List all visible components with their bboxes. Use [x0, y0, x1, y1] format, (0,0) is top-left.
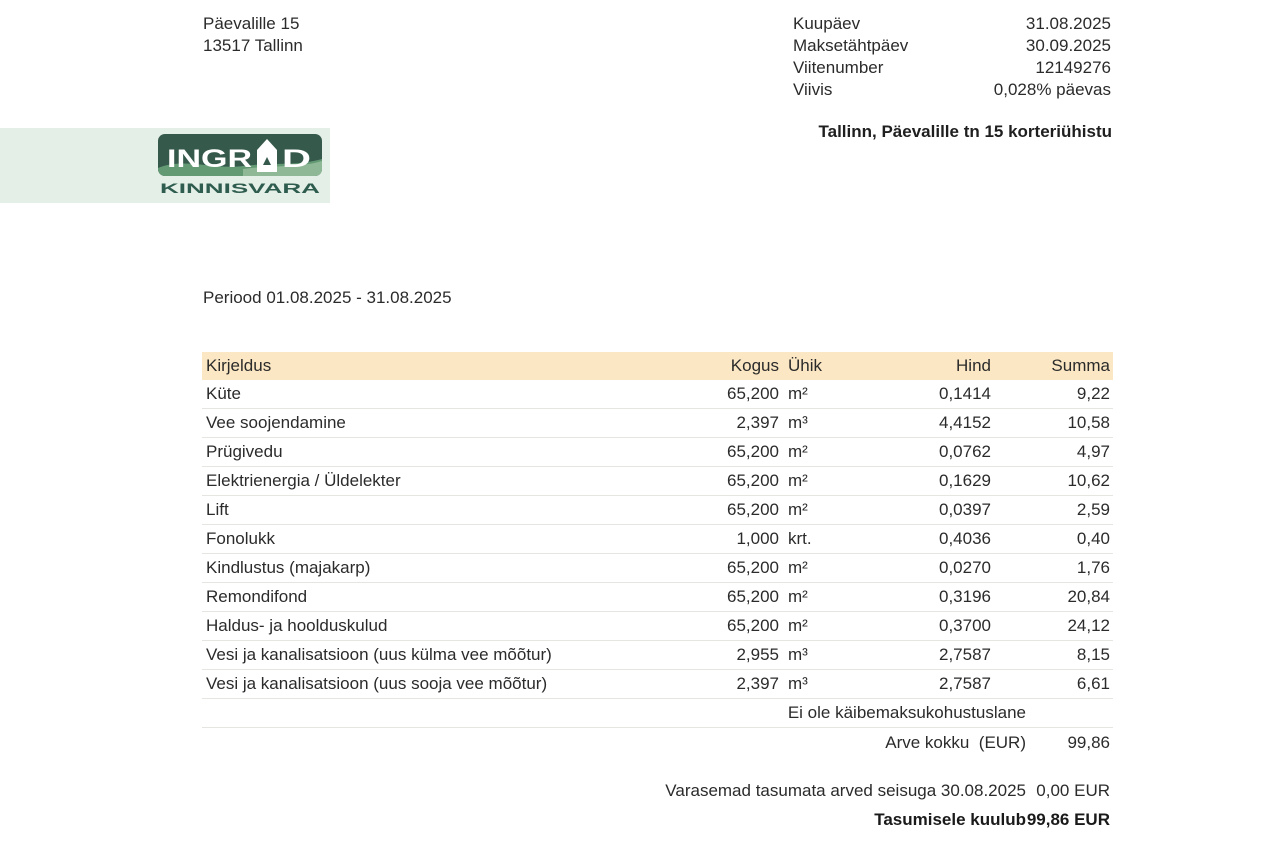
- meta-label-date: Kuupäev: [793, 14, 861, 33]
- table-row: [202, 467, 1113, 496]
- meta-value-due-date: 30.09.2025: [1025, 36, 1111, 55]
- row-hind: 0,3196: [939, 587, 991, 606]
- row-kirjeldus: Lift: [206, 500, 229, 519]
- meta-label-due-date: Maksetähtpäev: [793, 36, 909, 55]
- row-yhik: m³: [788, 674, 808, 693]
- row-kirjeldus: Vee soojendamine: [206, 413, 346, 432]
- row-kogus: 65,200: [727, 384, 779, 403]
- sender-address-line2: 13517 Tallinn: [203, 36, 303, 55]
- row-kogus: 2,955: [736, 645, 779, 664]
- invoice-total-row: [202, 728, 1113, 757]
- row-kogus: 65,200: [727, 587, 779, 606]
- row-kogus: 65,200: [727, 558, 779, 577]
- amount-due-value: 99,86 EUR: [1026, 809, 1110, 829]
- meta-value-reference-number: 12149276: [1035, 58, 1111, 77]
- row-kirjeldus: Kindlustus (majakarp): [206, 558, 371, 577]
- row-kirjeldus: Fonolukk: [206, 529, 275, 548]
- previous-unpaid-label: Varasemad tasumata arved seisuga 30.08.2025: [665, 780, 1026, 800]
- company-logo: [0, 128, 330, 203]
- row-kirjeldus: Vesi ja kanalisatsioon (uus külma vee mõõtur): [206, 645, 552, 664]
- row-hind: 4,4152: [939, 413, 991, 432]
- logo-title-right: D: [282, 145, 311, 173]
- invoice-total-label: Arve kokku (EUR): [885, 732, 1026, 752]
- row-summa: 4,97: [1076, 442, 1110, 461]
- sender-address-line1: Päevalille 15: [203, 14, 300, 33]
- row-summa: 1,76: [1076, 558, 1110, 577]
- row-kogus: 65,200: [727, 442, 779, 461]
- row-summa: 2,59: [1076, 500, 1110, 519]
- row-summa: 24,12: [1067, 616, 1110, 635]
- previous-unpaid-value: 0,00 EUR: [1036, 780, 1110, 800]
- table-row: [202, 583, 1113, 612]
- row-hind: 2,7587: [939, 645, 991, 664]
- table-row: [202, 380, 1113, 409]
- row-yhik: m²: [788, 471, 808, 490]
- row-kogus: 65,200: [727, 500, 779, 519]
- row-hind: 0,4036: [939, 529, 991, 548]
- row-kirjeldus: Elektrienergia / Üldelekter: [206, 471, 401, 490]
- meta-row-date: [793, 13, 1111, 35]
- logo-subtitle: KINNISVARA: [160, 181, 321, 196]
- charges-table-header: [202, 352, 1113, 380]
- row-kirjeldus: Küte: [206, 384, 241, 403]
- meta-value-date: 31.08.2025: [1025, 14, 1111, 33]
- meta-label-late-fee: Viivis: [793, 80, 833, 99]
- row-yhik: m³: [788, 645, 808, 664]
- row-hind: 0,1414: [939, 384, 991, 403]
- meta-value-late-fee: 0,028% päevas: [993, 80, 1111, 99]
- row-yhik: m²: [788, 442, 808, 461]
- table-row: [202, 612, 1113, 641]
- charges-table: [202, 352, 1113, 757]
- bottom-summary: [202, 776, 1113, 834]
- row-summa: 9,22: [1076, 384, 1110, 403]
- table-row: [202, 525, 1113, 554]
- row-yhik: m²: [788, 384, 808, 403]
- vat-note-row: [202, 699, 1113, 728]
- meta-row-due-date: [793, 35, 1111, 57]
- sender-address: [203, 13, 303, 57]
- header-summa: Summa: [1051, 356, 1110, 375]
- table-row: [202, 409, 1113, 438]
- amount-due-row: [202, 805, 1113, 834]
- row-yhik: krt.: [788, 529, 812, 548]
- row-hind: 2,7587: [939, 674, 991, 693]
- row-hind: 0,0270: [939, 558, 991, 577]
- table-row: [202, 496, 1113, 525]
- table-row: [202, 554, 1113, 583]
- row-summa: 6,61: [1076, 674, 1110, 693]
- row-summa: 8,15: [1076, 645, 1110, 664]
- row-hind: 0,0397: [939, 500, 991, 519]
- amount-due-label: Tasumisele kuulub: [874, 809, 1026, 829]
- meta-row-late-fee: [793, 79, 1111, 101]
- table-row: [202, 670, 1113, 699]
- header-yhik: Ühik: [788, 356, 823, 375]
- previous-unpaid-row: [202, 776, 1113, 805]
- vat-note: Ei ole käibemaksukohustuslane: [787, 703, 1026, 722]
- header-kirjeldus: Kirjeldus: [206, 356, 272, 375]
- header-kogus: Kogus: [730, 356, 779, 375]
- row-kirjeldus: Remondifond: [206, 587, 308, 606]
- row-yhik: m³: [788, 413, 808, 432]
- row-summa: 20,84: [1067, 587, 1110, 606]
- invoice-meta: [793, 13, 1111, 101]
- row-yhik: m²: [788, 500, 808, 519]
- row-kogus: 2,397: [736, 674, 779, 693]
- charges-table-body: [202, 380, 1113, 699]
- row-summa: 10,62: [1067, 471, 1110, 490]
- invoice-total-value: 99,86: [1067, 732, 1110, 752]
- row-yhik: m²: [788, 616, 808, 635]
- row-kirjeldus: Haldus- ja hoolduskulud: [206, 616, 388, 635]
- row-kogus: 65,200: [727, 471, 779, 490]
- table-row: [202, 641, 1113, 670]
- row-kogus: 2,397: [736, 413, 779, 432]
- header-hind: Hind: [956, 356, 991, 375]
- row-summa: 10,58: [1067, 413, 1110, 432]
- meta-label-reference-number: Viitenumber: [793, 58, 884, 77]
- row-summa: 0,40: [1076, 529, 1110, 548]
- row-kirjeldus: Vesi ja kanalisatsioon (uus sooja vee mõõtur): [206, 674, 548, 693]
- row-hind: 0,3700: [939, 616, 991, 635]
- row-hind: 0,1629: [939, 471, 991, 490]
- logo-title-left: INGR: [167, 145, 252, 173]
- association-name: Tallinn, Päevalille tn 15 korteriühistu: [818, 122, 1112, 141]
- ingrad-logo-icon: [158, 134, 322, 197]
- row-yhik: m²: [788, 558, 808, 577]
- row-kogus: 65,200: [727, 616, 779, 635]
- row-yhik: m²: [788, 587, 808, 606]
- row-hind: 0,0762: [939, 442, 991, 461]
- row-kirjeldus: Prügivedu: [206, 442, 283, 461]
- row-kogus: 1,000: [736, 529, 779, 548]
- table-row: [202, 438, 1113, 467]
- billing-period: Periood 01.08.2025 - 31.08.2025: [203, 288, 452, 307]
- meta-row-reference-number: [793, 57, 1111, 79]
